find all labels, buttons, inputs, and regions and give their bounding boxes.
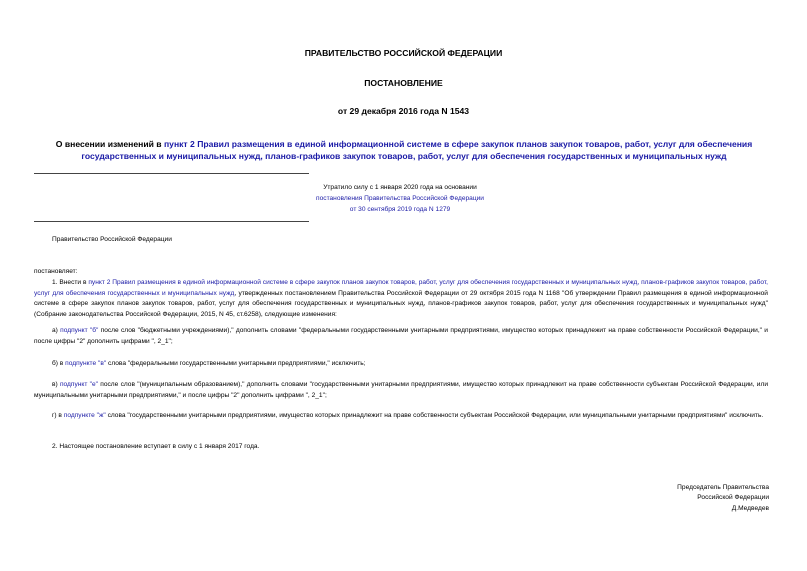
paragraph-d	[34, 411, 768, 422]
signature-position-2: Российской Федерации	[697, 494, 769, 502]
pd-start: г) в	[52, 412, 64, 419]
pc-end: после слов "(муниципальным образованием)," дополнить словами "государственными унитарными предприятиями, имущество которых принадлежит на праве собственности субъектам Российской Федерации, или муниципальными унитарными предприятиями," и после цифры "2" дополнить цифрами ", 2_1";	[34, 381, 769, 399]
pb-link[interactable]: подпункте "в"	[65, 360, 107, 367]
pc-link[interactable]: подпункт "е"	[59, 381, 99, 388]
divider-top	[34, 173, 309, 174]
document-date-number: от 29 декабря 2016 года N 1543	[337, 106, 470, 116]
pa-link[interactable]: подпункт "б"	[60, 327, 99, 334]
status-note-link-decree[interactable]: постановления Правительства Российской Федерации	[316, 195, 484, 202]
signature-name: Д.Медведев	[731, 504, 769, 512]
paragraph-2: 2. Настоящее постановление вступает в силу с 1 января 2017 года.	[52, 443, 260, 450]
paragraph-c	[34, 380, 768, 401]
paragraph-b	[52, 359, 366, 370]
pb-start: б) в	[52, 360, 66, 367]
status-note-text: Утратило силу с 1 января 2020 года на основании	[323, 184, 477, 191]
pb-end: слова "федеральными государственными унитарными предприятиями," исключить;	[106, 360, 366, 367]
paragraph-1	[34, 278, 768, 320]
signature-position-1: Председатель Правительства	[677, 484, 769, 491]
status-note-link-date[interactable]: от 30 сентября 2019 года N 1279	[349, 206, 451, 213]
paragraph-a	[34, 326, 768, 347]
status-note	[250, 182, 550, 215]
p1-end: (Собрание законодательства Российской Федерации, 2015, N 45, ст.6258), следующие изменения:	[34, 310, 337, 318]
pd-link[interactable]: подпункте "ж"	[63, 412, 106, 419]
document-title	[34, 139, 774, 162]
p1-start: 1. Внести в	[52, 279, 89, 286]
signature-block	[677, 483, 769, 514]
document-type: ПОСТАНОВЛЕНИЕ	[364, 78, 443, 88]
resolves-text: постановляет:	[34, 268, 78, 275]
p1-link-rules[interactable]: пункт 2 Правил размещения в единой информационной системе в сфере закупок планов закупок товаров, работ, услуг для обеспечения государственных и муниципальных нужд, планов-графиков закупок товаров, работ, услуг для обеспечения государственных и муниципальных нужд	[34, 279, 768, 297]
pa-start: а)	[52, 327, 61, 334]
pc-start: в)	[52, 381, 60, 388]
pd-end: слова "государственными унитарными предприятиями, имущество которых принадлежит на праве собственности субъектам Российской Федерации, или муниципальными унитарными предприятиями" исключить.	[105, 412, 764, 419]
government-heading: ПРАВИТЕЛЬСТВО РОССИЙСКОЙ ФЕДЕРАЦИИ	[304, 48, 503, 58]
title-prefix: О внесении изменений в	[55, 139, 164, 149]
issuer-text: Правительство Российской Федерации	[52, 236, 172, 243]
p1-middle: , утвержденных постановлением Правительства Российской Федерации от 29 октября 2015 года N 1168 "Об утверждении Правил размещения в единой информационной системе в сфере закупок планов закупок товаров, работ, услуг для обеспечения государственных и муниципальных нужд, планов-графиков закупок товаров, работ, услуг для обеспечения государственных и муниципальных нужд"	[34, 289, 768, 307]
title-link[interactable]: пункт 2 Правил размещения в единой информационной системе в сфере закупок планов закупок товаров, работ, услуг для обеспечения государственных и муниципальных нужд, планов-графиков закупок товаров, работ, услуг для обеспечения государственных и муниципальных нужд	[81, 139, 753, 161]
pa-end: после слов "бюджетными учреждениями)," дополнить словами "федеральными государственными унитарными предприятиями, имущество которых принадлежит на праве собственности Российской Федерации," и после цифры "2" дополнить цифрами ", 2_1";	[34, 327, 768, 345]
divider-bottom	[34, 221, 309, 222]
